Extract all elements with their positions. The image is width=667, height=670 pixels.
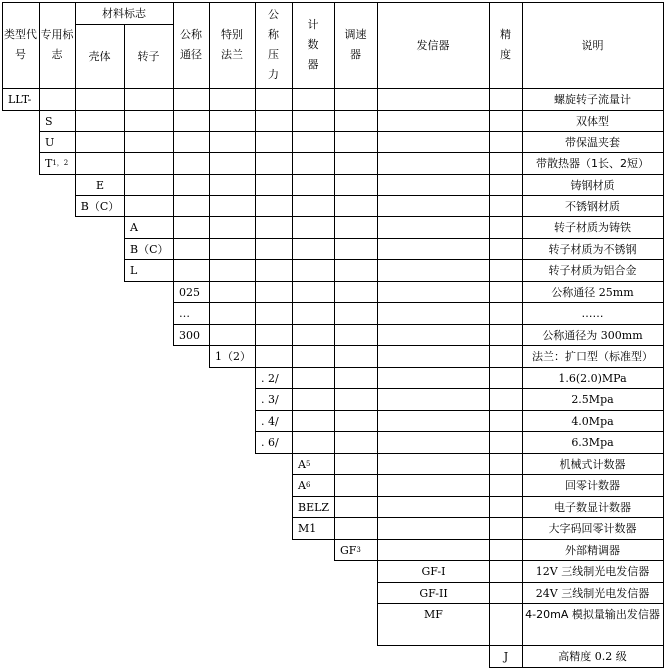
grid-line: [255, 88, 256, 111]
row-description: 不锈钢材质: [565, 199, 620, 213]
grid-line: [75, 88, 76, 111]
row-code-text: 1（2）: [215, 350, 251, 363]
row-code: [76, 175, 124, 195]
grid-line: [489, 345, 490, 368]
grid-line: [75, 131, 76, 153]
grid-line: [489, 496, 490, 518]
row-code-text: T: [45, 157, 53, 170]
grid-line: [292, 453, 293, 475]
grid-line: [255, 367, 256, 389]
grid-line: [489, 195, 490, 217]
row-code: [45, 132, 75, 152]
grid-line: [663, 539, 664, 561]
row-description: 公称通径 25mm: [551, 285, 634, 299]
grid-line: [334, 496, 335, 518]
row-description: 法兰：扩口型（标准型）: [532, 350, 653, 363]
grid-line: [489, 88, 490, 111]
grid-line: [124, 238, 125, 260]
grid-line: [39, 131, 40, 153]
grid-line: [292, 474, 293, 497]
grid-line: [489, 110, 490, 132]
grid-line: [292, 367, 293, 389]
row-description: 公称通径为 300mm: [542, 328, 643, 342]
grid-line: [334, 431, 335, 454]
grid-line: [377, 195, 378, 217]
grid-line: [334, 324, 335, 346]
row-code: [261, 389, 292, 410]
header-material-mark: 材料标志: [102, 6, 146, 20]
row-code: [298, 497, 334, 517]
grid-line: [209, 324, 210, 346]
row-code-text: A: [298, 457, 306, 471]
header-rotor: 转子: [137, 49, 160, 63]
grid-line: [292, 195, 293, 217]
row-code-subscript: 3: [356, 545, 361, 554]
grid-line: [209, 302, 210, 325]
row-description: 24V 三线制光电发信器: [535, 586, 650, 600]
grid-line: [173, 259, 174, 282]
row-description: 机械式计数器: [559, 457, 626, 471]
grid-line: [334, 195, 335, 217]
grid-line: [377, 388, 378, 411]
grid-line: [489, 431, 490, 454]
grid-line: [292, 431, 293, 454]
grid-line: [489, 174, 490, 196]
grid-line: [292, 517, 293, 540]
grid-line: [377, 367, 378, 389]
grid-line: [489, 238, 490, 260]
grid-line: [489, 367, 490, 389]
header-special-flange: 特别法兰: [221, 28, 243, 61]
header-speed-regulator: 调速器: [344, 28, 367, 61]
grid-line: [75, 110, 76, 132]
row-description: 转子材质为不锈钢: [548, 242, 637, 256]
grid-line: [377, 238, 378, 260]
grid-line: [209, 281, 210, 303]
grid-line: [209, 195, 210, 217]
grid-line: [124, 216, 125, 239]
grid-line: [663, 152, 664, 175]
row-description: 转子材质为铝合金: [548, 264, 637, 277]
row-code-text: 300: [179, 328, 200, 342]
row-code-text: GF-II: [419, 586, 448, 600]
row-code: [130, 239, 173, 259]
grid-line: [255, 431, 256, 454]
row-code-text: A: [298, 479, 306, 492]
row-code-text: LLT-: [8, 93, 32, 106]
grid-line: [663, 345, 664, 368]
grid-line: [209, 238, 210, 260]
grid-line: [75, 152, 76, 175]
grid-line: [663, 259, 664, 282]
header-accuracy: 精度: [500, 28, 511, 61]
grid-line: [377, 152, 378, 175]
grid-line: [209, 174, 210, 196]
grid-line: [489, 216, 490, 239]
header-type-code: 类型代号: [4, 28, 37, 61]
grid-line: [377, 131, 378, 153]
row-code: [340, 540, 377, 560]
grid-line: [255, 345, 256, 368]
grid-line: [663, 582, 664, 604]
grid-line: [292, 238, 293, 260]
grid-line: [292, 345, 293, 368]
grid-line: [292, 216, 293, 239]
grid-line: [292, 281, 293, 303]
grid-line: [173, 110, 174, 132]
grid-line: [255, 281, 256, 303]
grid-line: [663, 131, 664, 153]
grid-line: [292, 388, 293, 411]
grid-line: [255, 302, 256, 325]
row-code: [261, 368, 292, 388]
grid-line: [173, 88, 174, 111]
row-code-text: BELZ: [298, 500, 330, 514]
row-code: [490, 646, 522, 667]
row-code: [215, 346, 255, 367]
grid-line: [334, 453, 335, 475]
grid-line: [663, 453, 664, 475]
grid-line: [489, 667, 664, 668]
grid-line: [334, 88, 335, 111]
grid-line: [209, 152, 210, 175]
row-code-text: …: [179, 307, 190, 320]
grid-line: [255, 110, 256, 132]
grid-line: [489, 281, 490, 303]
grid-line: [292, 88, 293, 111]
grid-line: [334, 238, 335, 260]
grid-line: [663, 517, 664, 540]
grid-line: [663, 603, 664, 646]
grid-line: [377, 345, 378, 368]
row-code: [298, 475, 334, 496]
grid-line: [489, 302, 490, 325]
grid-line: [334, 345, 335, 368]
row-description: 电子数显计数器: [554, 500, 631, 514]
grid-line: [663, 474, 664, 497]
grid-line: [124, 152, 125, 175]
row-code: [179, 282, 209, 302]
header-nominal-diameter: 公称通径: [180, 28, 202, 61]
row-description: 6.3Mpa: [571, 436, 614, 449]
row-code-text: A: [130, 221, 138, 234]
grid-line: [124, 131, 125, 153]
grid-line: [255, 410, 256, 432]
grid-line: [663, 238, 664, 260]
row-code-text: L: [130, 264, 138, 277]
row-code-text: J: [503, 650, 509, 663]
row-code: [179, 303, 209, 324]
grid-line: [292, 110, 293, 132]
grid-line: [377, 539, 378, 561]
grid-line: [2, 88, 3, 111]
grid-line: [489, 131, 490, 153]
row-description: 外部精调器: [565, 543, 620, 557]
row-description: ……: [581, 307, 604, 320]
grid-line: [377, 88, 378, 111]
grid-line: [334, 388, 335, 411]
grid-line: [292, 302, 293, 325]
row-description: 铸钢材质: [570, 178, 615, 192]
grid-line: [292, 496, 293, 518]
grid-line: [334, 539, 335, 561]
grid-line: [334, 517, 335, 540]
grid-line: [334, 259, 335, 282]
grid-line: [377, 259, 378, 282]
row-code-text: E: [95, 178, 105, 192]
row-code-text: . 4/: [261, 414, 279, 428]
grid-line: [377, 324, 378, 346]
grid-line: [209, 88, 210, 111]
grid-line: [663, 110, 664, 132]
grid-line: [663, 302, 664, 325]
grid-line: [255, 388, 256, 411]
grid-line: [334, 367, 335, 389]
grid-line: [377, 216, 378, 239]
grid-line: [489, 560, 490, 583]
grid-line: [334, 302, 335, 325]
grid-line: [334, 281, 335, 303]
row-description: 螺旋转子流量计: [554, 93, 631, 106]
row-code-subscript: 6: [305, 481, 311, 489]
grid-line: [377, 474, 378, 497]
row-code: [130, 217, 173, 238]
row-code: [298, 454, 334, 474]
grid-line: [663, 216, 664, 239]
row-description: 回零计数器: [565, 479, 620, 492]
grid-line: [489, 152, 490, 175]
row-description: 转子材质为铸铁: [554, 221, 631, 234]
header-description: 说明: [581, 38, 604, 52]
row-code: [179, 325, 209, 345]
grid-line: [292, 259, 293, 282]
header-special-mark: 专用标志: [40, 28, 74, 61]
row-code-subscript: 1，2: [52, 159, 69, 167]
grid-line: [39, 88, 40, 111]
grid-line: [173, 152, 174, 175]
row-code-text: B（C）: [80, 199, 120, 213]
grid-line: [173, 302, 174, 325]
grid-line: [255, 259, 256, 282]
grid-line: [489, 453, 490, 475]
row-code: [45, 153, 75, 174]
row-description: 4.0Mpa: [571, 414, 614, 428]
grid-line: [255, 238, 256, 260]
header-nominal-pressure: 公称压力: [268, 8, 279, 81]
grid-line: [334, 110, 335, 132]
grid-line: [255, 174, 256, 196]
row-code: [378, 583, 489, 603]
grid-line: [377, 281, 378, 303]
grid-line: [663, 367, 664, 389]
grid-line: [334, 131, 335, 153]
row-description: 带保温夹套: [565, 135, 620, 149]
grid-line: [334, 474, 335, 497]
grid-line: [663, 410, 664, 432]
grid-line: [209, 216, 210, 239]
grid-line: [39, 110, 40, 132]
grid-line: [124, 88, 125, 111]
grid-line: [292, 152, 293, 175]
row-description: 大字码回零计数器: [548, 522, 637, 535]
grid-line: [377, 174, 378, 196]
grid-line: [292, 324, 293, 346]
grid-line: [663, 431, 664, 454]
grid-line: [489, 259, 490, 282]
grid-line: [663, 2, 664, 89]
row-code-text: . 3/: [261, 393, 279, 406]
grid-line: [377, 453, 378, 475]
grid-line: [124, 195, 125, 217]
row-code: [298, 518, 334, 539]
grid-line: [377, 517, 378, 540]
grid-line: [489, 517, 490, 540]
grid-line: [334, 216, 335, 239]
row-code-text: B（C）: [130, 242, 169, 256]
row-code-subscript: 5: [305, 459, 311, 468]
grid-line: [209, 110, 210, 132]
row-code-text: GF: [340, 543, 357, 557]
grid-line: [255, 216, 256, 239]
row-description: 双体型: [576, 114, 609, 128]
grid-line: [377, 410, 378, 432]
grid-line: [255, 131, 256, 153]
grid-line: [173, 174, 174, 196]
grid-line: [489, 539, 490, 561]
grid-line: [489, 603, 490, 646]
grid-line: [663, 388, 664, 411]
grid-line: [663, 195, 664, 217]
grid-line: [173, 324, 174, 346]
row-code: [261, 411, 292, 431]
grid-line: [39, 152, 40, 175]
row-code-text: U: [45, 135, 55, 149]
row-code-text: . 6/: [261, 436, 279, 449]
grid-line: [489, 582, 490, 604]
grid-line: [292, 410, 293, 432]
grid-line: [173, 195, 174, 217]
row-code-text: S: [45, 114, 53, 128]
grid-line: [663, 281, 664, 303]
grid-line: [173, 238, 174, 260]
row-code-text: MF: [424, 608, 443, 621]
grid-line: [663, 496, 664, 518]
grid-line: [489, 474, 490, 497]
grid-line: [173, 216, 174, 239]
grid-line: [292, 131, 293, 153]
grid-line: [663, 645, 664, 668]
grid-line: [292, 174, 293, 196]
row-code: [378, 604, 489, 645]
grid-line: [377, 302, 378, 325]
grid-line: [173, 281, 174, 303]
grid-line: [209, 259, 210, 282]
grid-line: [124, 174, 125, 196]
grid-line: [209, 345, 210, 368]
row-description: 高精度 0.2 级: [558, 650, 627, 663]
row-code-text: GF-I: [421, 565, 446, 578]
header-shell: 壳体: [88, 49, 111, 63]
header-transmitter: 发信器: [416, 38, 450, 52]
row-code-text: 025: [179, 285, 200, 299]
grid-line: [663, 174, 664, 196]
row-code-text: M1: [298, 522, 317, 535]
grid-line: [124, 110, 125, 132]
row-code: [130, 260, 173, 281]
row-code-text: . 2/: [261, 371, 279, 385]
grid-line: [209, 131, 210, 153]
row-description: 带散热器（1长、2短）: [536, 157, 649, 170]
row-code: [8, 89, 39, 110]
grid-line: [334, 410, 335, 432]
row-code: [45, 111, 75, 131]
grid-line: [173, 131, 174, 153]
grid-line: [377, 496, 378, 518]
row-code: [76, 196, 124, 216]
row-code: [378, 561, 489, 582]
row-description: 4-20mA 模拟量输出发信器: [525, 608, 660, 621]
grid-line: [334, 174, 335, 196]
row-description: 1.6(2.0)MPa: [558, 371, 627, 385]
grid-line: [255, 152, 256, 175]
grid-line: [489, 410, 490, 432]
row-description: 2.5Mpa: [571, 393, 614, 406]
grid-line: [663, 560, 664, 583]
grid-line: [334, 152, 335, 175]
grid-line: [377, 110, 378, 132]
grid-line: [663, 88, 664, 111]
grid-line: [489, 324, 490, 346]
grid-line: [124, 259, 125, 282]
grid-line: [377, 431, 378, 454]
row-code: [261, 432, 292, 453]
grid-line: [489, 388, 490, 411]
grid-line: [663, 324, 664, 346]
header-counter: 计数器: [307, 18, 319, 71]
row-description: 12V 三线制光电发信器: [535, 565, 650, 578]
grid-line: [255, 324, 256, 346]
grid-line: [255, 195, 256, 217]
